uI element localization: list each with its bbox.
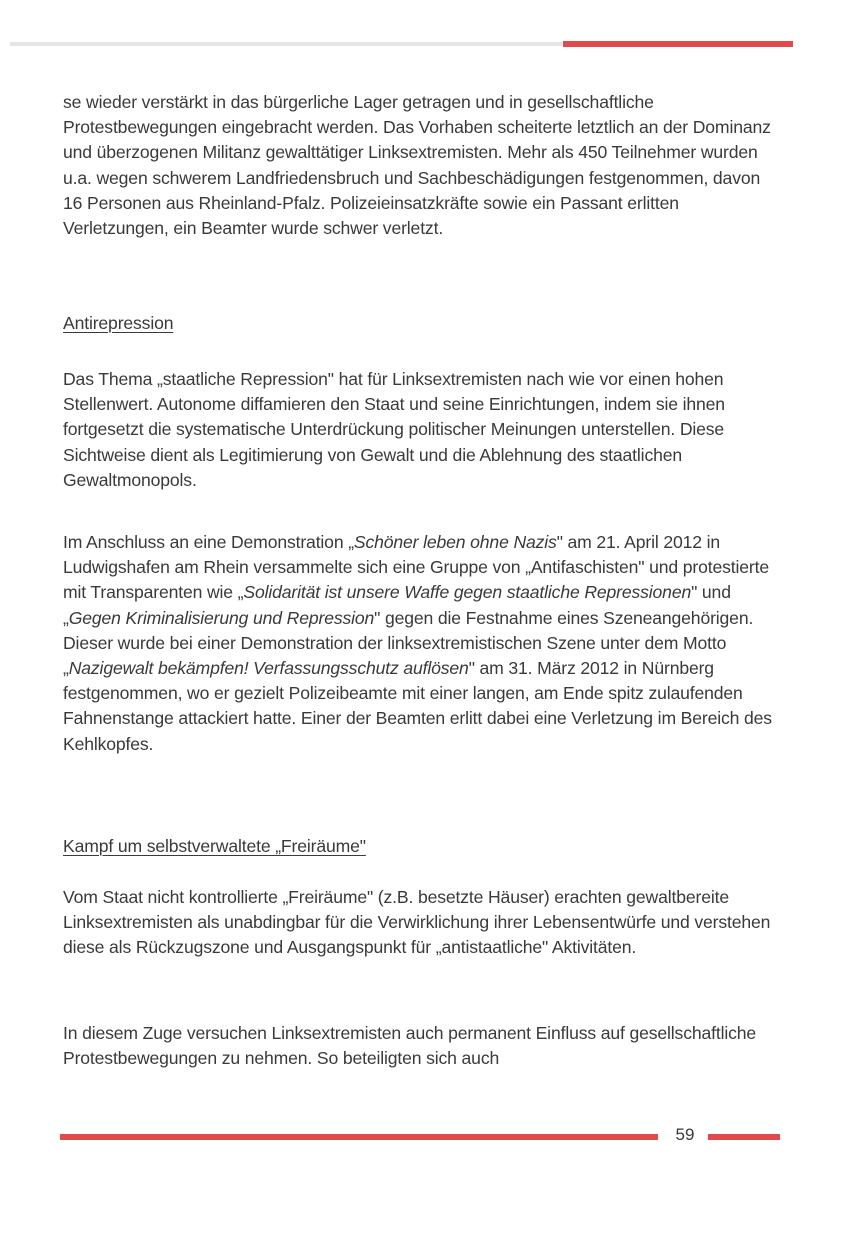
text-segment: Im Anschluss an eine Demonstration „ [63, 532, 354, 552]
paragraph-freiraeume: Vom Staat nicht kontrollierte „Freiräume" (z.B. besetzte Häuser) erachten gewaltbereite Linksextremisten als unabdingbar für die Verwirklichung ihrer Lebensentwürfe und verstehen diese als Rückzugszone und Ausgangspunkt für „antistaatliche" Aktivitäten. [63, 887, 771, 958]
page-number: 59 [675, 1125, 695, 1144]
section-heading-antirepression: Antirepression [63, 313, 174, 333]
paragraph-repression-theme: Das Thema „staatliche Repression" hat für Linksextremisten nach wie vor einen hohen Stellenwert. Autonome diffamieren den Staat und seine Einrichtungen, indem sie ihnen fortgesetzt die systematische Unterdrückung politischer Meinungen unterstellen. Diese Sichtweise dient als Legitimierung von Gewalt und die Ablehnung des staatlichen Gewaltmonopols. [63, 369, 725, 490]
italic-quote-banner-1: Solidarität ist unsere Waffe gegen staatliche Repressionen [243, 582, 692, 603]
italic-quote-motto-2: Nazigewalt bekämpfen! Verfassungsschutz auflösen [68, 658, 469, 679]
top-rule-red [563, 41, 793, 47]
text-segment: " am 31. März 2012 in Nürnberg festgenommen, wo er gezielt Polizeibeamte mit einer langen, am Ende spitz zulaufenden Fahnenstange attackiert hatte. Einer der Beamten erlitt dabei eine Verletzung im Bereich des Kehlkopfes. [63, 658, 772, 754]
footer-rule-left [60, 1134, 658, 1140]
text-segment: " und „ [63, 582, 731, 628]
text-segment: " am 21. April 2012 in Ludwigshafen am Rhein versammelte sich eine Gruppe von „Antifaschisten" und protestierte mit Transparenten wie „ [63, 532, 769, 603]
top-rule-grey [10, 42, 562, 46]
italic-quote-motto-1: Schöner leben ohne Nazis [353, 532, 557, 552]
paragraph-protest-influence: In diesem Zuge versuchen Linksextremisten auch permanent Einfluss auf gesellschaftliche Protestbewegungen zu nehmen. So beteiligten sich auch [63, 1023, 757, 1069]
italic-quote-banner-2: Gegen Kriminalisierung und Repression [68, 607, 375, 628]
footer-rule-right [708, 1134, 780, 1140]
section-heading-freiraeume: Kampf um selbstverwaltete „Freiräume" [63, 836, 366, 856]
text-segment: " gegen die Festnahme eines Szeneangehörigen. Dieser wurde bei einer Demonstration der linksextremistischen Szene unter dem Motto „ [63, 607, 754, 679]
paragraph-riot-report: se wieder verstärkt in das bürgerliche Lager getragen und in gesellschaftliche Protestbewegungen eingebracht werden. Das Vorhaben scheiterte letztlich an der Dominanz und überzogenen Militanz gewalttätiger Linksextremisten. Mehr als 450 Teilnehmer wurden u.a. wegen schwerem Landfriedensbruch und Sachbeschädigungen festgenommen, davon 16 Personen aus Rheinland-Pfalz. Polizeieinsatzkräfte sowie ein Passant erlitten Verletzungen, ein Beamter wurde schwer verletzt. [63, 92, 771, 239]
paragraph-ludwigshafen-demonstration [63, 530, 779, 757]
